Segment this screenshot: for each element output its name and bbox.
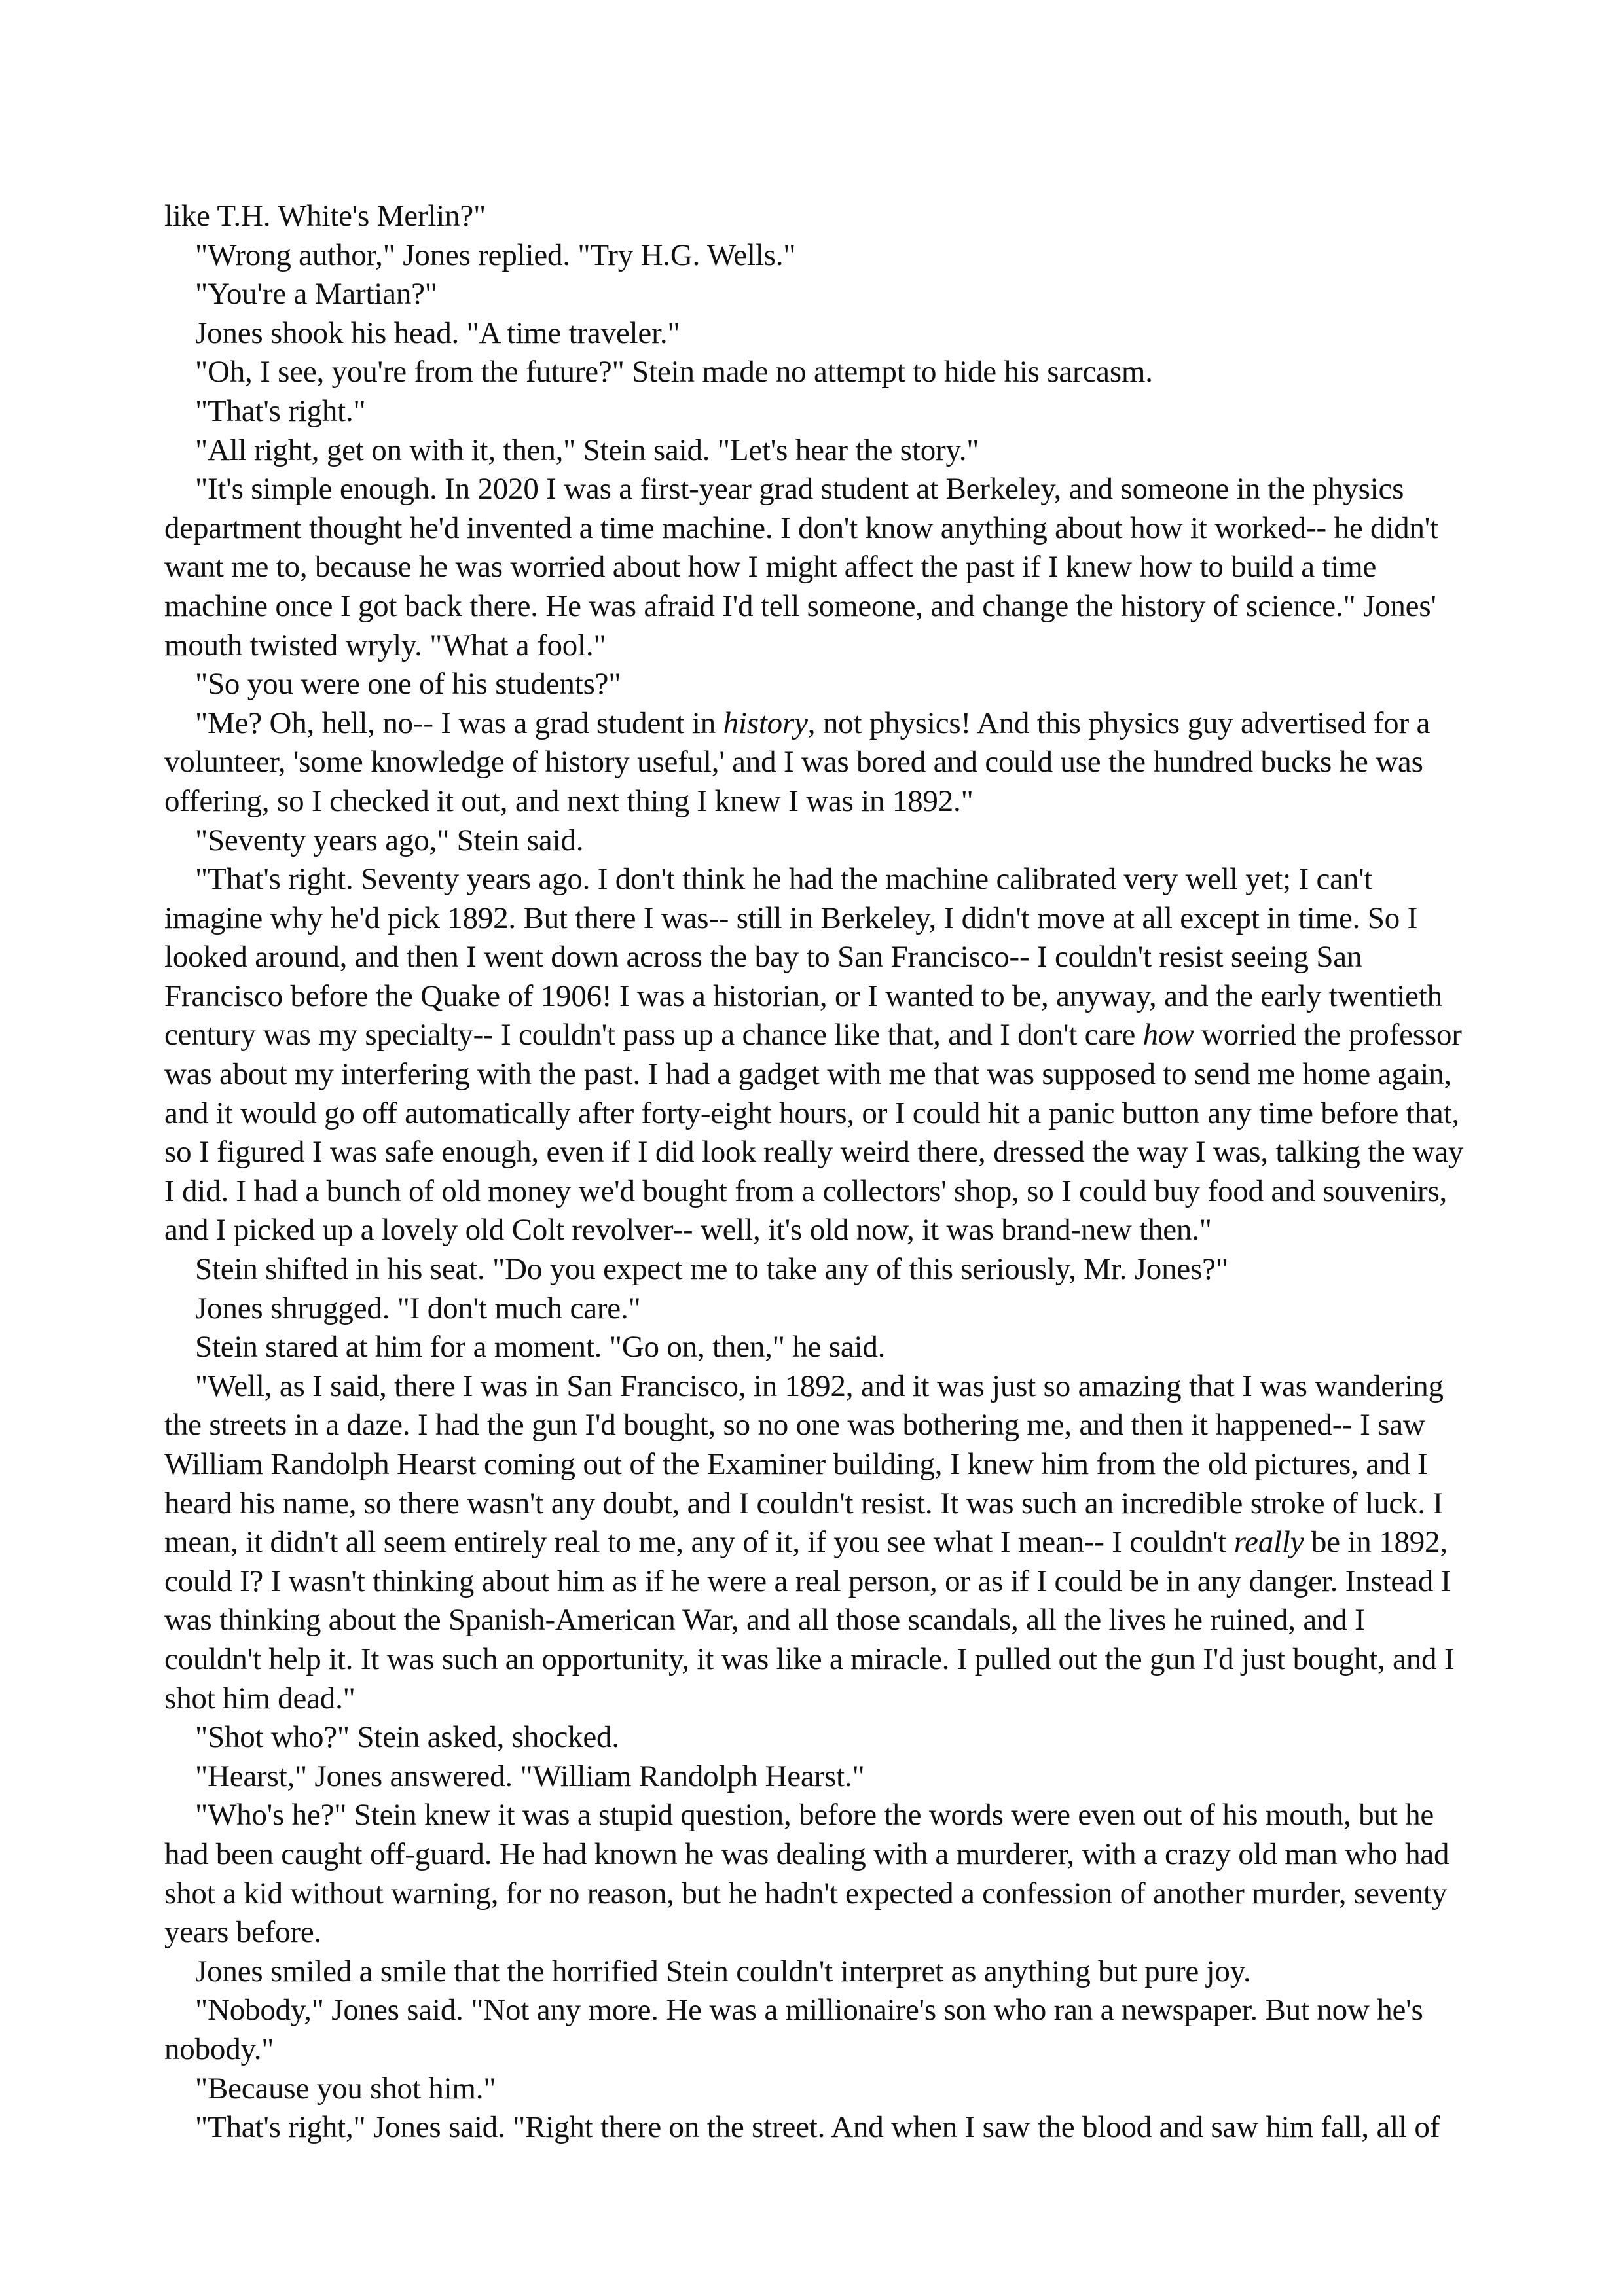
paragraph-text: "That's right," Jones said. "Right there on the street. And when I saw the blood and saw him fall, all of — [195, 2110, 1440, 2145]
paragraph — [164, 2108, 1467, 2147]
paragraph — [164, 704, 1467, 821]
paragraph-text: , not physics! And this physics guy advertised for a volunteer, 'some knowledge of history useful,' and I was bored and could use the hundred bucks he was offering, so I checked it out, and next thing I knew I was in 1892." — [164, 706, 1431, 818]
paragraph-text: "Seventy years ago," Stein said. — [195, 823, 584, 857]
paragraph-text: Jones shrugged. "I don't much care." — [195, 1291, 641, 1325]
paragraph — [164, 1289, 1467, 1329]
paragraph — [164, 353, 1467, 392]
paragraph — [164, 275, 1467, 314]
paragraph — [164, 1952, 1467, 1992]
paragraph — [164, 1991, 1467, 2069]
paragraph — [164, 821, 1467, 861]
paragraph-text: worried the professor was about my interfering with the past. I had a gadget with me that was supposed to send me home again, and it would go off automatically after forty-eight hours, or I could hit a panic button any time before that, so I figured I was safe enough, even if I did look really weird there, dressed the way I was, talking the way I did. I had a bunch of old money we'd bought from a collectors' shop, so I could buy food and souvenirs, and I picked up a lovely old Colt revolver-- well, it's old now, it was brand-new then." — [164, 1018, 1464, 1247]
paragraph-text: be in 1892, could I? I wasn't thinking about him as if he were a real person, or as if I could be in any danger. Instead I was thinking about the Spanish-American War, and all those scandals, all the lives he ruined, and I couldn't help it. It was such an opportunity, it was like a miracle. I pulled out the gun I'd just bought, and I shot him dead." — [164, 1525, 1455, 1715]
paragraph — [164, 431, 1467, 471]
italic-text: how — [1142, 1018, 1194, 1052]
paragraph — [164, 860, 1467, 1250]
paragraph-text: "That's right." — [195, 393, 366, 428]
paragraph-text: "Oh, I see, you're from the future?" Stein made no attempt to hide his sarcasm. — [195, 355, 1153, 389]
paragraph-text: "It's simple enough. In 2020 I was a first-year grad student at Berkeley, and someone in the physics department thought he'd invented a time machine. I don't know anything about how it worked-- he didn't want me to, because he was worried about how I might affect the past if I knew how to build a time machine once I got back there. He was afraid I'd tell someone, and change the history of science." Jones' mouth twisted wryly. "What a fool." — [164, 472, 1438, 662]
paragraph-text: like T.H. White's Merlin?" — [164, 199, 486, 233]
paragraph — [164, 314, 1467, 353]
paragraph — [164, 665, 1467, 704]
paragraph-text: Stein stared at him for a moment. "Go on, then," he said. — [195, 1330, 886, 1365]
paragraph-text: "That's right. Seventy years ago. I don't think he had the machine calibrated very well yet; I can't imagine why he'd pick 1892. But there I was-- still in Berkeley, I didn't move at all except in time. So I looked around, and then I went down across the bay to San Francisco-- I couldn't resist seeing San Francisco before the Quake of 1906! I was a historian, or I wanted to be, anyway, and the early twentieth century was my specialty-- I couldn't pass up a chance like that, and I don't care — [164, 862, 1442, 1052]
paragraph — [164, 236, 1467, 276]
paragraph-text: "Nobody," Jones said. "Not any more. He was a millionaire's son who ran a newspaper. But now he's nobody." — [164, 1993, 1423, 2066]
paragraph-text: Jones shook his head. "A time traveler." — [195, 315, 680, 350]
document-body — [164, 197, 1467, 2147]
paragraph — [164, 1250, 1467, 1289]
paragraph-text: "Well, as I said, there I was in San Francisco, in 1892, and it was just so amazing that I was wandering the streets in a daze. I had the gun I'd bought, so no one was bothering me, and then it happened-- I saw William Randolph Hearst coming out of the Examiner building, I knew him from the old pictures, and I heard his name, so there wasn't any doubt, and I couldn't resist. It was such an incredible stroke of luck. I mean, it didn't all seem entirely real to me, any of it, if you see what I mean-- I couldn't — [164, 1369, 1444, 1560]
paragraph — [164, 1718, 1467, 1757]
paragraph — [164, 2070, 1467, 2109]
paragraph — [164, 1757, 1467, 1797]
paragraph-text: Jones smiled a smile that the horrified Stein couldn't interpret as anything but pure joy. — [195, 1954, 1251, 1988]
paragraph — [164, 1328, 1467, 1367]
paragraph — [164, 1796, 1467, 1952]
paragraph-text: "Me? Oh, hell, no-- I was a grad student in — [195, 706, 723, 740]
paragraph-text: "Wrong author," Jones replied. "Try H.G. Wells." — [195, 238, 796, 272]
paragraph-text: "Who's he?" Stein knew it was a stupid question, before the words were even out of his mouth, but he had been caught off-guard. He had known he was dealing with a murderer, with a crazy old man who had shot a kid without warning, for no reason, but he hadn't expected a confession of another murder, seventy years before. — [164, 1798, 1450, 1950]
italic-text: history — [723, 706, 808, 740]
paragraph-text: "Because you shot him." — [195, 2071, 496, 2106]
paragraph-text: Stein shifted in his seat. "Do you expect me to take any of this seriously, Mr. Jones?" — [195, 1252, 1228, 1287]
paragraph-text: "All right, get on with it, then," Stein said. "Let's hear the story." — [195, 433, 979, 467]
paragraph — [164, 392, 1467, 431]
paragraph-text: "Shot who?" Stein asked, shocked. — [195, 1720, 619, 1755]
paragraph — [164, 470, 1467, 665]
paragraph-text: "You're a Martian?" — [195, 277, 437, 312]
paragraph — [164, 197, 1467, 236]
paragraph-text: "So you were one of his students?" — [195, 667, 621, 702]
paragraph — [164, 1367, 1467, 1718]
italic-text: really — [1233, 1525, 1304, 1560]
paragraph-text: "Hearst," Jones answered. "William Randolph Hearst." — [195, 1759, 865, 1793]
